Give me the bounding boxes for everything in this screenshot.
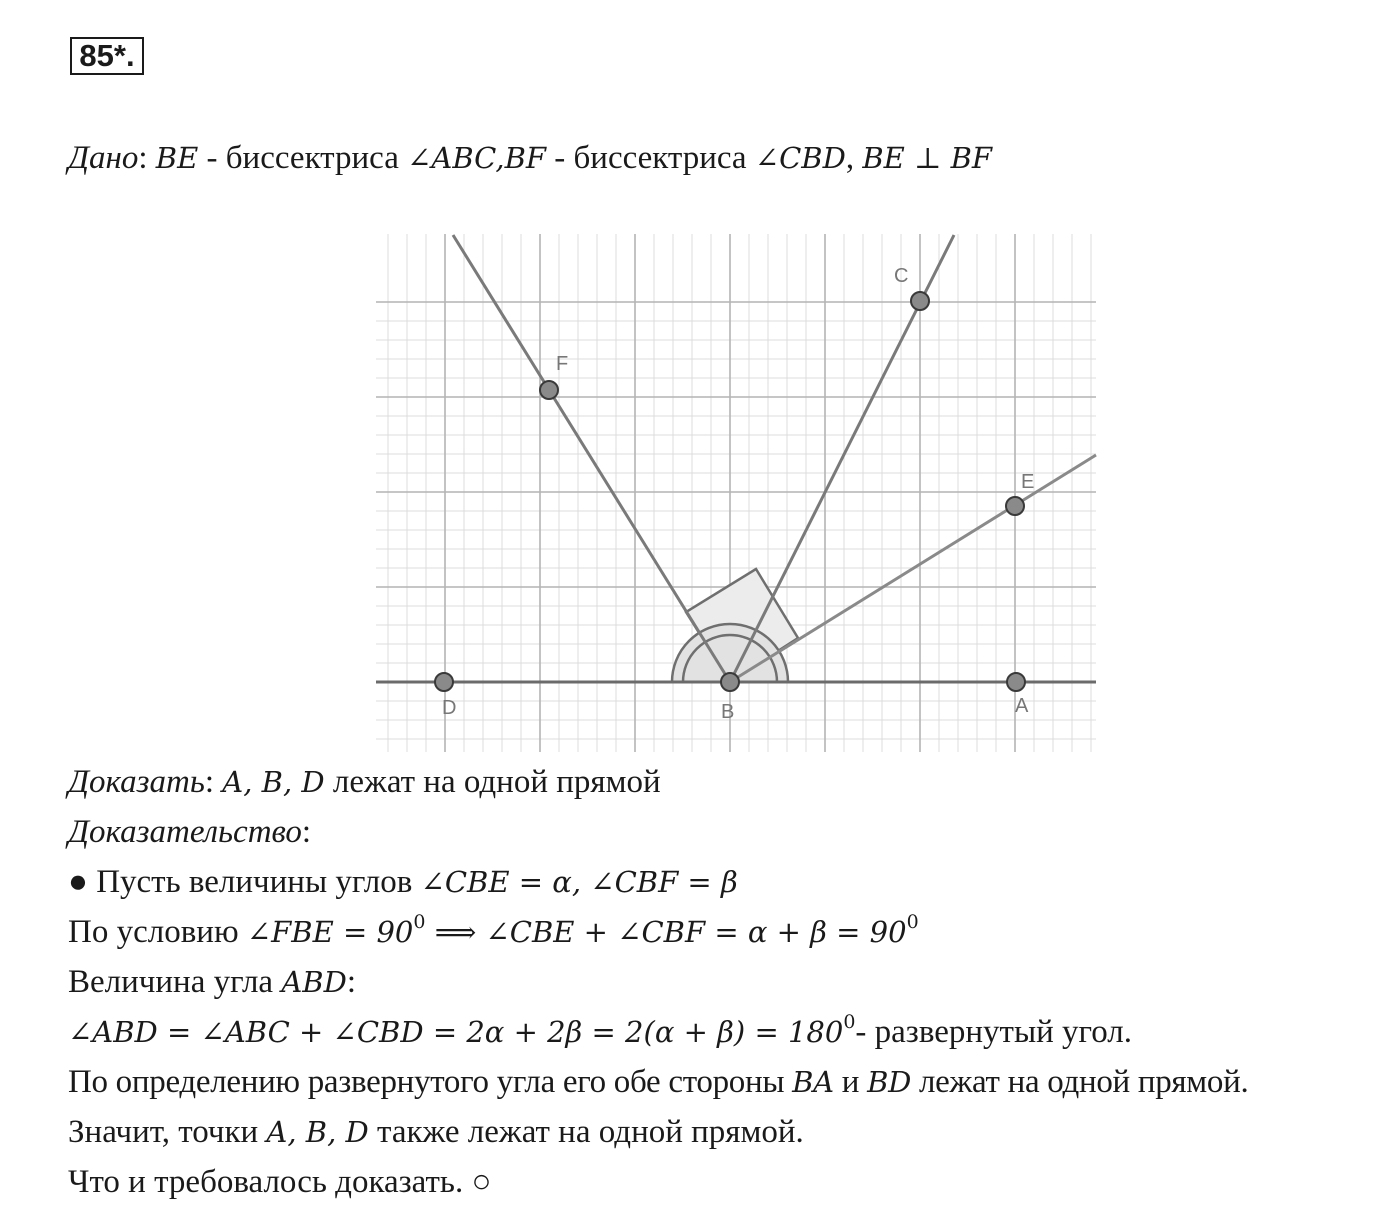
proof-line-6-math: A, B, D bbox=[266, 1115, 369, 1149]
prove-label: Доказать bbox=[68, 764, 205, 800]
prove-points: A, B, D bbox=[222, 765, 325, 799]
given-angle1: ∠ABC, bbox=[407, 141, 505, 175]
point-a bbox=[1007, 673, 1025, 691]
proof-line-4-text: - развернутый угол. bbox=[855, 1014, 1133, 1050]
proof-line-4 bbox=[68, 1012, 1132, 1052]
given-perpendicular: BE ⊥ BF bbox=[862, 141, 992, 175]
proof-line-6-text2: также лежат на одной прямой. bbox=[368, 1114, 804, 1150]
given-angle2: ∠CBD bbox=[754, 141, 846, 175]
proof-line-5-text2: и bbox=[833, 1064, 868, 1100]
proof-line-3 bbox=[68, 962, 356, 1002]
prove-text: лежат на одной прямой bbox=[324, 764, 661, 800]
degree-sup: 0 bbox=[906, 911, 919, 933]
given-separator: , bbox=[845, 140, 863, 176]
proof-line-3-colon: : bbox=[346, 964, 357, 1000]
proof-line-5 bbox=[68, 1062, 1248, 1102]
problem-number: 85*. bbox=[70, 37, 144, 75]
given-label: Дано bbox=[68, 140, 139, 176]
proof-line-1-text: Пусть величины углов bbox=[87, 864, 421, 900]
proof-conclusion: Что и требовалось доказать. ○ bbox=[68, 1164, 492, 1200]
label-e: E bbox=[1021, 471, 1035, 493]
proof-line-5-math1: BA bbox=[792, 1065, 834, 1099]
proof-line-2-text: По условию bbox=[68, 914, 247, 950]
label-c: C bbox=[894, 265, 909, 287]
proof-line-4-math: ∠ABD = ∠ABC + ∠CBD = 2α + 2β = 2(α + β) = 180 bbox=[68, 1015, 844, 1049]
given-text2: - биссектриса bbox=[546, 140, 755, 176]
label-a: A bbox=[1015, 695, 1029, 717]
proof-line-5-math2: BD bbox=[867, 1065, 912, 1099]
proof-line-2-math2: ⟹ ∠CBE + ∠CBF = α + β = 90 bbox=[425, 915, 907, 949]
proof-line-5-text1: По определению развернутого угла его обе стороны bbox=[68, 1064, 793, 1100]
proof-line-6-text1: Значит, точки bbox=[68, 1114, 267, 1150]
proof-line-7 bbox=[68, 1162, 491, 1202]
proof-line-2-math1: ∠FBE = 90 bbox=[246, 915, 414, 949]
point-d bbox=[435, 673, 453, 691]
geometry-figure bbox=[376, 232, 1098, 754]
point-f bbox=[540, 381, 558, 399]
degree-sup: 0 bbox=[413, 911, 426, 933]
given-seg1: BE bbox=[155, 141, 199, 175]
proof-label: Доказательство bbox=[68, 814, 302, 850]
proof-line-6 bbox=[68, 1112, 804, 1152]
proof-line-3-text: Величина угла bbox=[68, 964, 282, 1000]
label-d: D bbox=[442, 697, 457, 719]
point-e bbox=[1006, 497, 1024, 515]
prove-line: Доказать: A, B, D лежат на одной прямой bbox=[68, 764, 661, 800]
given-seg2: BF bbox=[504, 141, 546, 175]
proof-heading: Доказательство: bbox=[68, 814, 312, 850]
point-c bbox=[911, 292, 929, 310]
point-b bbox=[721, 673, 739, 691]
proof-line-1 bbox=[68, 862, 738, 902]
label-f: F bbox=[556, 353, 569, 375]
proof-line-3-math: ABD bbox=[281, 965, 347, 999]
given-text1: - биссектриса bbox=[198, 140, 408, 176]
proof-line-1-math: ∠CBE = α, ∠CBF = β bbox=[420, 865, 738, 899]
degree-sup: 0 bbox=[843, 1011, 856, 1033]
proof-line-2 bbox=[68, 912, 919, 952]
label-b: B bbox=[721, 701, 735, 723]
given-line: Дано: BE - биссектриса ∠ABC,BF - биссектриса ∠CBD, BE ⊥ BF bbox=[68, 140, 992, 176]
proof-line-5-text3: лежат на одной прямой. bbox=[911, 1064, 1249, 1100]
bullet: ● bbox=[68, 864, 88, 900]
